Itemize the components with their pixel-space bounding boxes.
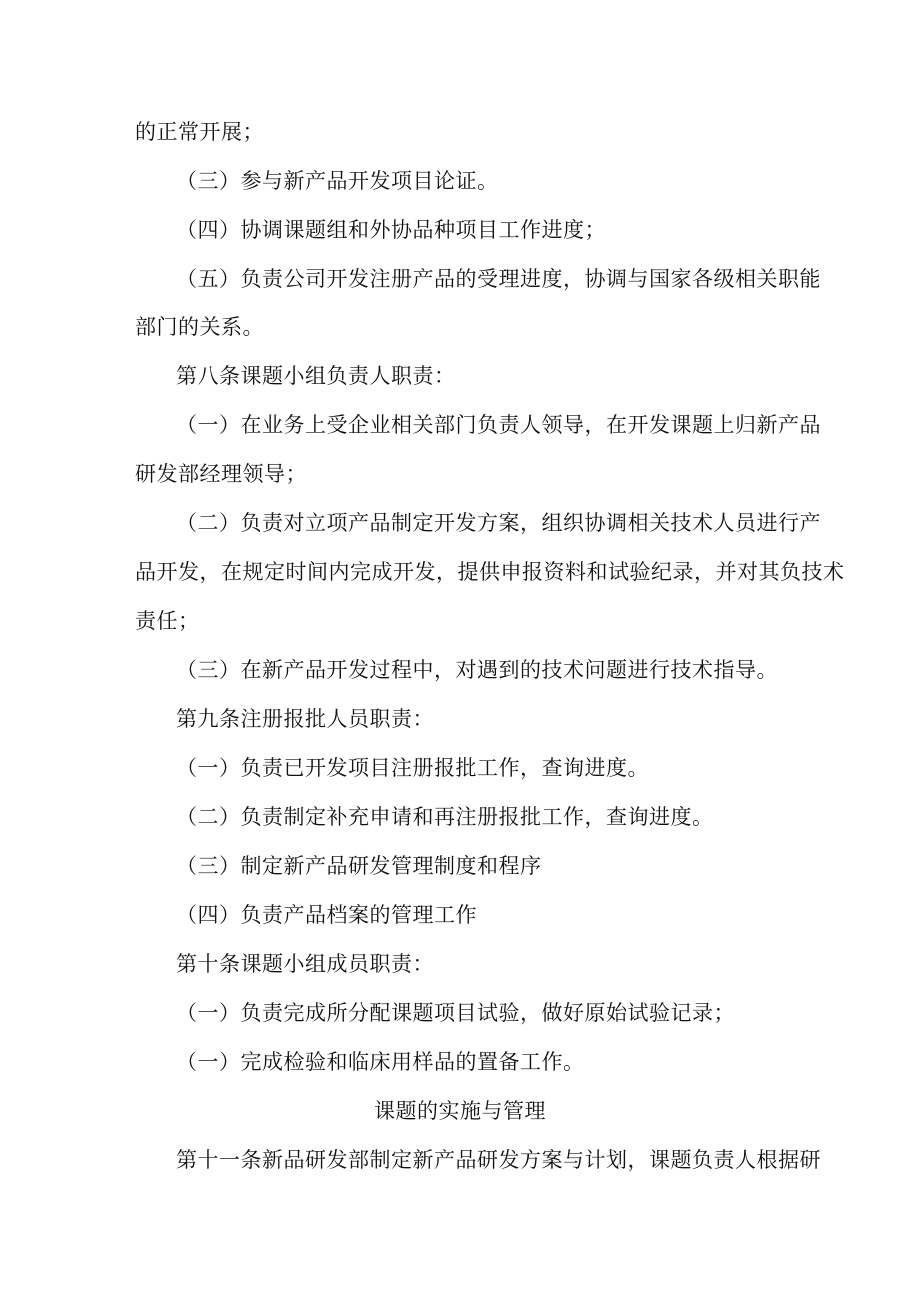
text-line-3: （四）协调课题组和外协品种项目工作进度； — [176, 218, 606, 242]
text-line-17: （四）负责产品档案的管理工作 — [176, 903, 477, 927]
text-line-19: （一）负责完成所分配课题项目试验，做好原始试验记录； — [176, 1001, 735, 1025]
section-heading: 课题的实施与管理 — [374, 1099, 546, 1123]
text-line-11: 责任； — [135, 609, 200, 633]
text-line-9: （二）负责对立项产品制定开发方案，组织协调相关技术人员进行产 — [176, 511, 821, 535]
text-line-7: （一）在业务上受企业相关部门负责人领导，在开发课题上归新产品 — [176, 413, 821, 437]
text-line-2: （三）参与新产品开发项目论证。 — [176, 169, 499, 193]
text-line-1: 的正常开展； — [135, 120, 264, 144]
text-line-14: （一）负责已开发项目注册报批工作，查询进度。 — [176, 756, 649, 780]
text-line-5: 部门的关系。 — [135, 315, 264, 339]
text-line-16: （三）制定新产品研发管理制度和程序 — [176, 854, 542, 878]
text-line-8: 研发部经理领导； — [135, 462, 307, 486]
article-9-heading: 第九条注册报批人员职责： — [176, 707, 434, 731]
text-line-10: 品开发，在规定时间内完成开发，提供申报资料和试验纪录，并对其负技术 — [135, 560, 845, 584]
text-line-20: （一）完成检验和临床用样品的置备工作。 — [176, 1050, 585, 1074]
article-10-heading: 第十条课题小组成员职责： — [176, 952, 434, 976]
text-line-22: 第十一条新品研发部制定新产品研发方案与计划，课题负责人根据研 — [176, 1148, 821, 1172]
text-line-12: （三）在新产品开发过程中，对遇到的技术问题进行技术指导。 — [176, 658, 778, 682]
text-line-15: （二）负责制定补充申请和再注册报批工作，查询进度。 — [176, 805, 714, 829]
article-8-heading: 第八条课题小组负责人职责： — [176, 364, 456, 388]
text-line-4: （五）负责公司开发注册产品的受理进度，协调与国家各级相关职能 — [176, 267, 821, 291]
